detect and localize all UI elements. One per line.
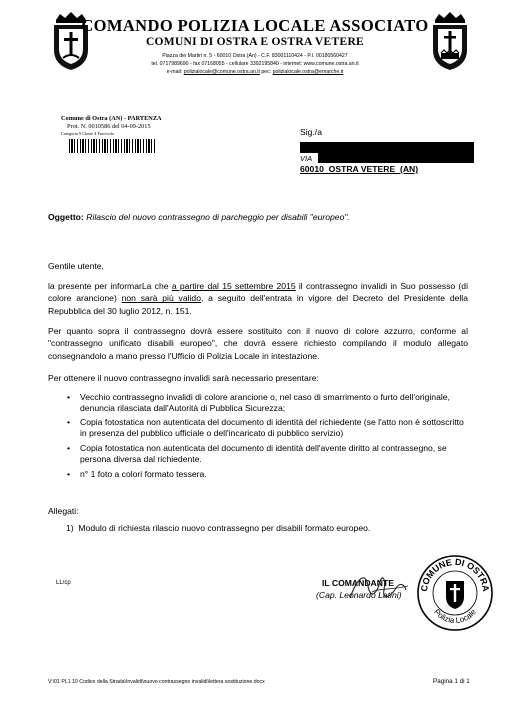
recipient-via-label: VIA: [300, 154, 313, 163]
recipient-name-redacted: [300, 142, 474, 153]
handwritten-signature: [346, 568, 416, 608]
pec-link[interactable]: polizialocale.ostra@emarche.it: [272, 69, 344, 75]
signature-role: IL COMANDANTE: [322, 578, 394, 588]
protocol-barcode: [69, 139, 157, 153]
paragraph-1-invalid: non sarà più valido: [121, 293, 201, 304]
protocol-number: Prot. N. 0010586 del 04-09-2015: [67, 123, 151, 130]
bullet-item: • Copia fotostatica non autenticata del documento di identità dell'avente diritto al contrassegno, se persona diversa dal richiedente.: [67, 443, 447, 465]
paragraph-1-e: , a seguito dell'entrata in vigore del Decreto del Presidente della Repubblica del 30 luglio 2012, n. 151.: [48, 293, 468, 316]
footer-page-number: Pagina 1 di 1: [433, 678, 470, 685]
bullet-item: • Copia fotostatica non autenticata del documento di identità del richiedente (se l'atto non è sottoscritto in presenza del pubblico ufficiale o dell'incaricato di pubblico servizio): [67, 417, 464, 439]
recipient-city: 60010 OSTRA VETERE (AN): [300, 164, 419, 174]
header-contacts: tel. 0717989690 - fax 07168055 - cellulare 3392195840 - internet: www.comune.ostra.an.it: [151, 61, 359, 67]
svg-text:COMUNE DI OSTRA: COMUNE DI OSTRA: [418, 556, 492, 593]
signature-name: (Cap. Leonardo Latini): [316, 590, 402, 600]
bullet-text: Copia fotostatica non autenticata del documento di identità dell'avente diritto al contrassegno, se persona diversa dal richiedente.: [80, 443, 447, 465]
paragraph-3: Per ottenere il nuovo contrassegno invalidi sarà necessario presentare:: [48, 373, 319, 383]
header-email-line: [0, 69, 510, 75]
protocol-stamp: [61, 115, 173, 153]
paragraph-2: Per quanto sopra il contrassegno dovrà essere sostituito con il nuovo di colore azzurro, conforme al "contrassegno unificato disabili europeo", che dovrà essere richiesto compilando il modulo allegato consegnandolo a mano presso l'Ufficio di Polizia Locale in intestazione.: [48, 326, 468, 361]
paragraph-1-date: a partire dal 15 settembre 2015: [171, 281, 296, 291]
initials: LL/cp: [56, 580, 71, 586]
bullet-text: Copia fotostatica non autenticata del documento di identità del richiedente (se l'atto non è sottoscritto in presenza del pubblico ufficiale o dell'incaricato di pubblico servizio): [80, 417, 464, 439]
svg-text:Polizia Locale: Polizia Locale: [432, 607, 478, 626]
bullet-text: Vecchio contrassegno invalidi di colore arancione o, nel caso di smarrimento o furto dell'originale, denuncia rilasciata dall'Autorità di Pubblica Sicurezza;: [80, 392, 450, 414]
subject-label: Oggetto:: [48, 212, 84, 222]
protocol-office: Comune di Ostra (AN) - PARTENZA: [61, 115, 162, 122]
bullet-item: • n° 1 foto a colori formato tessera.: [67, 469, 207, 479]
attachment-item: 1) Modulo di richiesta rilascio nuovo contrassegno per disabili formato europeo.: [66, 523, 371, 533]
header-subtitle: COMUNI DI OSTRA E OSTRA VETERE: [145, 36, 365, 48]
subject-text: Rilascio del nuovo contrassegno di parcheggio per disabili "europeo".: [86, 212, 350, 222]
paragraph-1-c: il contrassegno invalidi in Suo possesso (di colore arancione): [48, 281, 468, 304]
municipal-stamp: [415, 553, 495, 633]
pec-label: pec:: [261, 69, 272, 75]
attachments-label: Allegati:: [48, 506, 79, 516]
paragraph-1-a: la presente per informarLa che: [48, 281, 172, 291]
header-title: COMANDO POLIZIA LOCALE ASSOCIATO: [81, 16, 429, 35]
header-address: Piazza dei Martiri n. 5 - 60010 Ostra (An) - C.F. 83001110424 - P.I. 00180560427: [162, 53, 348, 59]
bullet-item: • Vecchio contrassegno invalidi di colore arancione o, nel caso di smarrimento o furto dell'originale, denuncia rilasciata dall'Autorità di Pubblica Sicurezza;: [67, 392, 450, 414]
recipient-salutation: Sig./a: [300, 127, 322, 137]
protocol-category: Categoria 9 Classe 4 Fascicolo: [61, 131, 114, 136]
subject-line: [48, 212, 350, 222]
footer-file-path: V:\01 PL1 10 Codice della Strada\Invalidi\nuovo contrassegno invalidi\lettera sostituzione.docx: [48, 679, 265, 685]
email-link[interactable]: polizialocale@comune.ostra.an.it: [183, 69, 260, 75]
recipient-street-redacted: [318, 153, 474, 163]
email-label: e-mail:: [166, 69, 183, 75]
greeting: Gentile utente,: [48, 261, 104, 271]
paragraph-1: [48, 280, 468, 317]
bullet-text: n° 1 foto a colori formato tessera.: [80, 469, 207, 479]
